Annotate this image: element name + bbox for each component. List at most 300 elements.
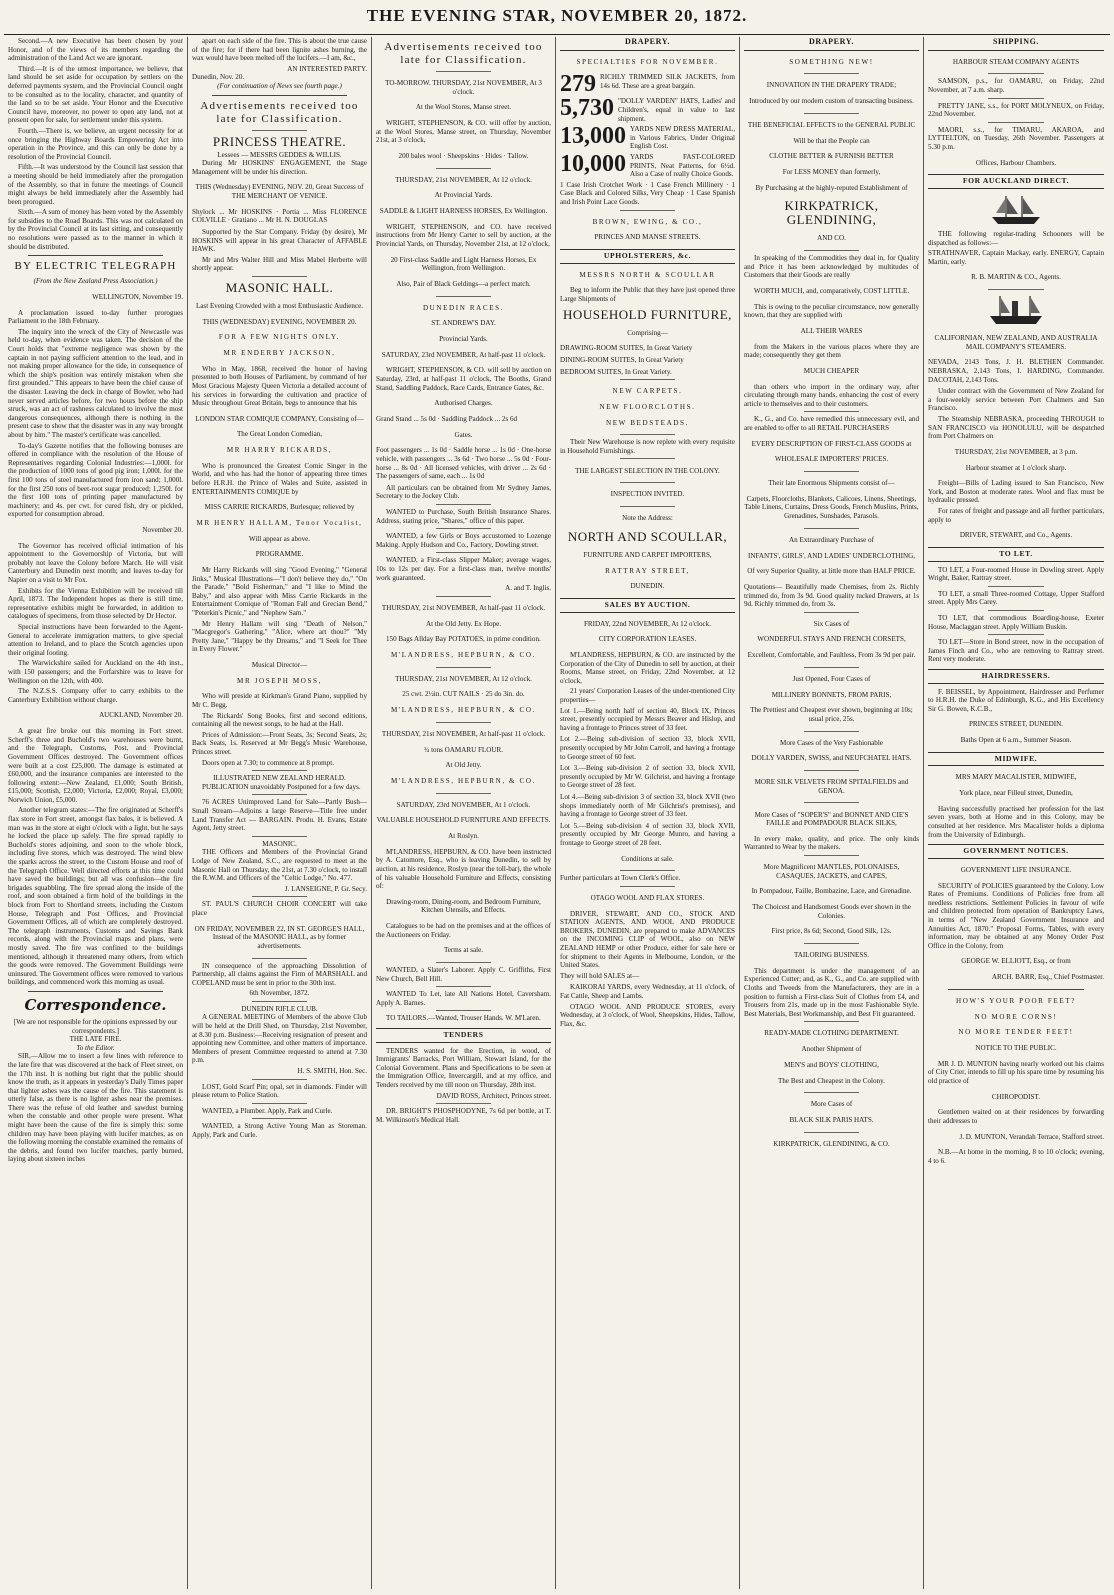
column-2 bbox=[188, 37, 372, 1589]
furniture-title: HOUSEHOLD FURNITURE, bbox=[563, 306, 732, 322]
divider bbox=[436, 793, 491, 794]
ship-list: STRATHNAVER, Captain Mackay, early. ENERGY, Captain Martin, early. bbox=[928, 249, 1104, 266]
ad-line: More Magnificent MANTLES, POLONAISES, CASAQUES, JACKETS, and CAPES, bbox=[763, 863, 900, 880]
ad-line: By Purchasing at the highly-reputed Establishment of bbox=[755, 183, 908, 192]
divider bbox=[436, 504, 491, 505]
ad-line: The Best and Cheapest in the Colony. bbox=[778, 1076, 885, 1085]
auction-items: 25 cwt. 2½in. CUT NAILS · 25 do 3in. do. bbox=[402, 690, 525, 699]
article-paragraph: Fifth.—It was understood by the Council last session that a meeting should be held immediately after the prorogation of the Assembly, so that in future the meetings of Council might always be held immediately after the Assembly had been prorogued. bbox=[8, 163, 183, 206]
divider bbox=[804, 802, 859, 803]
ad-text: The Steamship NEBRASKA, proceeding THROUGH to SAN FRANCISCO via HONOLULU, will be despatched from Port Chalmers on bbox=[928, 415, 1104, 441]
theatre-text: Supported by the Star Company. Friday (by desire), Mr HOSKINS will appear in his great Character of AFFABLE HAWK. bbox=[192, 227, 367, 254]
auction-text: WRIGHT, STEPHENSON, & CO. will offer by auction, at the Wool Stores, Manse street, on Thursday, November 21st, at 3 o'clock, bbox=[376, 119, 551, 145]
correspondence-note: [We are not responsible for the opinions expressed by our correspondents.] bbox=[13, 1017, 178, 1035]
divider bbox=[252, 896, 307, 897]
ad-text: This department is under the management of an Experienced Cutter; and, as K., G., and Co. are supplied with Cloths and Tweeds from the Manufacturers, they are in a position to furnish a First-class Suit of Clothes from £4, and Trousers from 21s, made up in the most Fashionable Style. Best Materials, Best Workmanship, and Best Fit guaranteed. bbox=[744, 966, 919, 1018]
ad-line: NEW CARPETS. bbox=[612, 387, 683, 396]
ad-text: KAIKORAI YARDS, every Wednesday, at 11 o'clock, of Fat Cattle, Sheep and Lambs. bbox=[560, 983, 735, 1000]
ad-text: F. BEISSEL, by Appointment, Hairdresser and Perfumer to H.R.H. the Duke of Edinburgh, K.G., and His Excellency Sir G. Bowen, K.C.B., bbox=[928, 687, 1104, 713]
wanted-ad: WANTED To Let, late All Nations Hotel, Caversham. Apply A. Barnes. bbox=[376, 990, 551, 1007]
divider bbox=[804, 528, 859, 529]
wanted-ad: WANTED, a few Girls or Boys accustomed to Lozenge Making. Apply Hudson and Co., Factory, Dowling street. bbox=[376, 532, 551, 549]
divider bbox=[620, 379, 675, 380]
ad-line: Offices, Harbour Chambers. bbox=[975, 158, 1057, 167]
divider bbox=[436, 528, 491, 529]
ad-line: Harbour steamer at 1 o'clock sharp. bbox=[965, 463, 1067, 472]
dissolution-text: IN consequence of the approaching Dissolution of Partnership, all claims against the Firm of MARSHALL and COPELAND must be sent in prior to the 30th inst. bbox=[192, 961, 367, 987]
divider bbox=[436, 1010, 491, 1011]
ad-line: The Choicest and Handsomest Goods ever shown in the Colonies. bbox=[752, 903, 911, 920]
ad-line: MR ENDERBY JACKSON, bbox=[223, 349, 336, 358]
article-paragraph: Second.—A new Executive has been chosen by your Honor, and of the views of its members regarding the administration of the Land Act we are ignorant. bbox=[8, 37, 183, 63]
ad-line: INFANTS', GIRLS', AND LADIES' UNDERCLOTHING, bbox=[747, 551, 916, 560]
divider bbox=[252, 1001, 307, 1002]
to-let-ad: TO LET, that commodious Boarding-house, Exeter House, Maclaggan street. Apply William Buskin. bbox=[928, 613, 1104, 631]
rifle-club-title: DUNEDIN RIFLE CLUB. bbox=[241, 1004, 318, 1013]
telegraph-source: (From the New Zealand Press Association.) bbox=[33, 277, 158, 286]
ad-line: MR JOSEPH MOSS, bbox=[237, 676, 322, 685]
theatre-title: PRINCESS THEATRE. bbox=[212, 133, 347, 149]
auction-items: ¾ tons OAMARU FLOUR. bbox=[423, 745, 504, 754]
ad-line: CHIROPODIST. bbox=[991, 1092, 1041, 1101]
masonic-notice-signature: J. LANSEIGNE, P. Gr. Secy. bbox=[284, 884, 367, 893]
divider bbox=[620, 210, 675, 211]
letter-body: SIR,—Allow me to insert a few lines with reference to the late fire that was discovered at the back of Fleet street, on the 17th inst. It is nothing but right that the public should know the truth, as it appears in yesterday's Daily Times paper that lighter ashes was the cause of the fire. This statement is utterly false, as there is no lighter ashes near the premises. There was the refuse of old leather and sawdust burning when the constable and other people were present. What might have been the cause of the fire is simply this: some children may have been playing with lucifer matches, as on the following morning the constable examined the remains of the debris, and found two lucifer matches, partly burned, laying about sixteen inches bbox=[8, 1052, 183, 1164]
ad-line: First price, 8s 6d; Second, Good Silk, 12s. bbox=[771, 927, 892, 936]
ad-line: NO MORE TENDER FEET! bbox=[958, 1028, 1074, 1037]
ad-text: Beg to inform the Public that they have just opened three Large Shipments of bbox=[560, 286, 735, 303]
choir-title: ST. PAUL'S CHURCH CHOIR CONCERT will take place bbox=[192, 900, 367, 917]
auction-title: VALUABLE HOUSEHOLD FURNITURE AND EFFECTS. bbox=[376, 816, 551, 825]
auction-when: THURSDAY, 21st NOVEMBER, At 12 o'clock. bbox=[395, 175, 532, 184]
divider bbox=[948, 989, 1084, 990]
divider bbox=[804, 1021, 859, 1022]
ad-line: Just Opened, Four Cases of bbox=[792, 674, 871, 683]
ad-text: Further particulars at Town Clerk's Office. bbox=[560, 874, 681, 883]
ad-text: Having successfully practised her profession for the last seven years, both at Home and in this Colony, may be consulted at her residence. Mrs Macalister holds a diploma from the University of Edinburgh. bbox=[928, 804, 1104, 839]
dateline: November 20. bbox=[142, 525, 183, 534]
ad-signature: J. D. MUNTON, Verandah Terrace, Stafford street. bbox=[959, 1132, 1104, 1141]
divider bbox=[620, 482, 675, 483]
news-paragraph: The Warwickshire sailed for Auckland on the 4th inst., with 150 passengers; and the Forfarshire was to leave for Wellington on the 12th, with 400. bbox=[8, 659, 183, 685]
ad-line: An Extraordinary Purchase of bbox=[789, 535, 874, 544]
divider bbox=[436, 722, 491, 723]
ship-list: NEVADA, 2143 Tons, J. H. BLETHEN Commander. NEBRASKA, 2,143 Tons, I. HARDING, Commander. DACOTAH, 2,143 Tons. bbox=[928, 358, 1104, 384]
letter-salutation: To the Editor. bbox=[76, 1043, 115, 1052]
ad-text: from the Makers in the various places where they are made; consequently they get them bbox=[744, 342, 919, 360]
divider bbox=[436, 596, 491, 597]
agent-signature: DRIVER, STEWART, and Co., Agents. bbox=[959, 531, 1073, 540]
ad-line: The Prettiest and Cheapest ever shown, beginning at 10s; usual price, 25s. bbox=[750, 706, 913, 723]
column-4 bbox=[556, 37, 740, 1589]
lot-item: Lot 2.—Being sub-division of section 33, block XVII, presently occupied by Mr John Carroll, and having a frontage to George street of 60 feet. bbox=[560, 735, 735, 761]
auction-title: SADDLE & LIGHT HARNESS HORSES, Ex Wellington. bbox=[379, 207, 548, 216]
ad-line: Note the Address: bbox=[622, 514, 673, 523]
firm-name: BROWN, EWING, & CO., bbox=[592, 217, 703, 226]
ad-line: Will appear as above. bbox=[248, 534, 311, 543]
column-heading: DRAPERY. bbox=[560, 37, 735, 51]
ad-line: More Cases of the Very Fashionable bbox=[780, 738, 883, 747]
dissolution-date: 6th November, 1872. bbox=[249, 989, 310, 998]
theatre-text: THIS (Wednesday) EVENING, NOV. 20, Great Success of THE MERCHANT OF VENICE. bbox=[195, 183, 364, 201]
ad-line: NO MORE CORNS! bbox=[974, 1012, 1058, 1021]
ad-text: K., G., and Co. have remedied this unnecessary evil, and are enabled to offer to all RETAIL PURCHASERS bbox=[744, 415, 919, 433]
lot-item: Lot 4.—Being sub-division 3 of section 33, block XVII (two shops immediately north of Mr Gilchrist's premises), and having a frontage to George street of 33 feet. bbox=[560, 792, 735, 819]
races-note: All particulars can be obtained from Mr Sydney James, Secretary to the Jockey Club. bbox=[376, 483, 551, 501]
divider bbox=[988, 586, 1044, 587]
gates-list: Foot passengers ... 1s 0d · Saddle horse ... 1s 0d · One-horse vehicle, with passengers ... 3s 6d · Two horse ... 5s 0d · Four-horse ... 8s 0d · All licensed vehicles, with driver ... 2s 6d · The passengers of same, each ... 1s 0d bbox=[376, 446, 551, 481]
ad-text: Gentlemen waited on at their residences by forwarding their addresses to bbox=[928, 1108, 1104, 1125]
ad-line: MILLINERY BONNETS, FROM PARIS, bbox=[771, 690, 892, 699]
divider bbox=[988, 289, 1044, 290]
ad-line: MUCH CHEAPER bbox=[803, 366, 860, 375]
divider bbox=[28, 255, 163, 256]
lot-item: Lot 5.—Being sub-division 4 of section 33, block XVII, presently occupied by Mr George Munro, and having a frontage to George street of 28 feet. bbox=[560, 821, 735, 847]
news-paragraph: To-day's Gazette notifies that the following bonuses are offered in compliance with the resolution of the House of Representatives regarding Colonial Industries:—1,000l. for the production of 1000 tons of good pig iron; 1,000l. for the first 100 tons of steel manufactured from iron sand; 1,000l. for the first 250 tons of beet-root sugar produced; 1,250l. for the first 100 tons of printing paper manufactured by machinery; and 4s. per cwt. for cured fish, dry or pickled, exported for consumption abroad. bbox=[8, 441, 183, 519]
auctioneer-name: M'LANDRESS, HEPBURN, & CO. bbox=[391, 776, 536, 785]
ad-line: In Pompadour, Faille, Bombazine, Lace, and Grenadine. bbox=[751, 887, 912, 896]
tenders-signature: DAVID ROSS, Architect, Princes street. bbox=[436, 1091, 551, 1100]
lot-item: Lot 3.—Being sub-division 2 of section 33, block XVII, presently occupied by Mr W. Gilchrist, and having a frontage to George street of 28 feet. bbox=[560, 764, 735, 790]
wanted-ad: WANTED, a Plumber. Apply, Park and Curle. bbox=[202, 1106, 333, 1115]
ad-line: THE BENEFICIAL EFFECTS to the GENERAL PUBLIC bbox=[747, 120, 916, 129]
ad-line: THIS (WEDNESDAY) EVENING, NOVEMBER 20. bbox=[202, 317, 357, 326]
to-let-ad: TO LET, a Four-roomed House in Dowling street. Apply Wright, Baker, Rattray street. bbox=[928, 565, 1104, 583]
rifle-club-signature: H. S. SMITH, Hon. Sec. bbox=[297, 1067, 367, 1076]
letter-continuation: apart on each side of the fire. This is about the true cause of the fire; for if there had been lignite ashes burning, the wax would have been melted off the lucifers.—I am, &c., bbox=[192, 37, 367, 63]
charges-heading: Authorised Charges. bbox=[434, 399, 493, 408]
ad-line: WHOLESALE IMPORTERS' PRICES. bbox=[774, 455, 889, 464]
ad-line: Last Evening Crowded with a most Enthusiastic Audience. bbox=[195, 301, 364, 310]
ad-text: For rates of freight and passage and all further particulars, apply to bbox=[928, 507, 1104, 524]
auction-terms: Conditions at sale. bbox=[621, 854, 674, 863]
auctioneer-name: M'LANDRESS, HEPBURN, & CO. bbox=[391, 706, 536, 715]
offer-item bbox=[560, 125, 735, 151]
ad-signature: ARCH. BARR, Esq., Chief Postmaster. bbox=[991, 973, 1104, 982]
ad-text: DRIVER, STEWART, AND CO., STOCK AND STATION AGENTS, AND WOOL AND PRODUCE BROKERS, DUNEDIN, are prepared to make ADVANCES on the INCOMING CLIP of WOOL, also on NEW ZEALAND HEMP or other Produce, either for sale here or for shipment to their Agents in Melbourne, London, or the United States. bbox=[560, 909, 735, 970]
ad-text: N.B.—At home in the morning, 8 to 10 o'clock; evening, 4 to 6. bbox=[928, 1148, 1104, 1165]
column-1 bbox=[4, 37, 188, 1589]
ad-line: Baths Open at 6 a.m., Summer Season. bbox=[960, 736, 1072, 745]
suite-line: BEDROOM SUITES, In Great Variety. bbox=[560, 367, 672, 376]
ad-line: SOMETHING NEW! bbox=[789, 57, 874, 66]
ad-text: In every make, quality, and price. The only kinds Warranted to Wear by the makers. bbox=[744, 834, 919, 852]
ad-line: York place, near Filleul street, Dunedin, bbox=[959, 789, 1073, 798]
divider bbox=[804, 471, 859, 472]
ad-line: INNOVATION IN THE DRAPERY TRADE; bbox=[766, 81, 897, 90]
auction-items: Drawing-room, Dining-room, and Bedroom Furniture, Kitchen Utensils, and Effects. bbox=[386, 897, 541, 915]
offer-item bbox=[560, 71, 735, 98]
charges-list: Grand Stand ... 5s 0d · Saddling Paddock ... 2s 6d bbox=[376, 415, 518, 424]
herald-text: PUBLICATION unavoidably Postponed for a few days. bbox=[202, 782, 361, 791]
ad-line: BLACK SILK PARIS HATS. bbox=[789, 1116, 874, 1124]
auction-when: THURSDAY, 21st NOVEMBER, At half-past 11 o'clock. bbox=[381, 603, 546, 612]
divider bbox=[252, 794, 307, 795]
stores-heading: OTAGO WOOL AND FLAX STORES. bbox=[590, 893, 705, 902]
ad-line: HARBOUR STEAM COMPANY AGENTS bbox=[952, 57, 1080, 66]
divider bbox=[436, 71, 491, 72]
auctioneer-name: M'LANDRESS, HEPBURN, & CO. bbox=[391, 650, 536, 659]
theatre-cast: Shylock ... Mr HOSKINS · Portia ... Miss FLORENCE COLVILLE · Gratiano ... Mr H. N. DOUGLAS bbox=[192, 207, 367, 225]
auction-text: 150 Bags Allday Bay POTATOES, in prime condition. bbox=[386, 635, 541, 644]
news-paragraph: A great fire broke out this morning in Fort street. Scherff's three and Buchold's two warehouses were burnt, and the Telegraph, Customs, Post, and Provincial Government Offices destroyed. The Government offices were built at a cost £25,000. The damage is estimated at £60,000, and the insurance companies are interested to the following extent:—New Zealand, £1,000; South British, £15,000; Scottish, £2,000; Victoria, £2,000; Royal, £3,000; Norwich Union, £5,000. bbox=[8, 727, 183, 804]
ad-line: DUNEDIN. bbox=[630, 582, 665, 591]
auction-where: Provincial Yards. bbox=[439, 335, 488, 344]
goods-list: Carpets, Floorcloths, Blankets, Calicoes, Linens, Sheetings, Table Linens, Curtains, Dress Goods, French Muslins, Prints, Grenadines, Sunshades, Parasols. bbox=[744, 494, 919, 521]
news-paragraph: Special instructions have been forwarded to the Agent-General to accelerate immigration matters, to give special attention to Ireland, and to place the Scotch agencies upon their original footing. bbox=[8, 623, 183, 657]
ad-line: Will be that the People can bbox=[793, 136, 870, 145]
masonic-hall-title: MASONIC HALL. bbox=[225, 279, 334, 295]
ad-text: THE following regular-trading Schooners will be dispatched as follows:— bbox=[928, 229, 1104, 247]
ad-text: The Rickards' Song Books, first and second editions, containing all the newest songs, to be had at the Hall. bbox=[192, 711, 367, 729]
ad-line: MORE SILK VELVETS FROM SPITALFIELDS and GENOA. bbox=[754, 778, 909, 795]
continuation-note: (For continuation of News see fourth page.) bbox=[217, 81, 342, 90]
ad-line: The Great London Comedian, bbox=[236, 430, 323, 439]
ad-text: OTAGO WOOL AND PRODUCE STORES, every Wednesday, at 3 o'clock, of Wool, Sheepskins, Hides, Tallow, Flax, &c. bbox=[560, 1002, 735, 1028]
steamer-icon bbox=[986, 293, 1046, 327]
divider bbox=[620, 458, 675, 459]
ad-line: CALIFORNIAN, NEW ZEALAND, AND AUSTRALIA MAIL COMPANY'S STEAMERS. bbox=[934, 334, 1098, 351]
section-heading: HAIRDRESSERS. bbox=[928, 669, 1104, 684]
ad-text: Who is pronounced the Greatest Comic Singer in the World, and who has had the honor of appearing three times before H.R.H. the Prince of Wales and Suite, assisted in ENTERTAINMENTS COMIQUE by bbox=[192, 461, 367, 496]
ad-line: WONDERFUL STAYS AND FRENCH CORSETS, bbox=[757, 635, 906, 644]
divider bbox=[436, 1103, 491, 1104]
firm-name: KIRKPATRICK, GLENDINING, bbox=[784, 198, 879, 228]
divider bbox=[804, 73, 859, 74]
ad-line: PROGRAMME. bbox=[255, 550, 304, 559]
letter-signature: AN INTERESTED PARTY. bbox=[287, 64, 367, 73]
ad-text: Mr Henry Hallam will sing "Death of Nelson," "Macgregor's Gathering," "Alice, where art thou?" "My Pretty Jane," "Happy be thy Dreams," and "I Seek for Thee in Every Flower." bbox=[192, 619, 367, 654]
ad-line: PRINCES STREET, DUNEDIN. bbox=[968, 720, 1064, 729]
divider bbox=[252, 276, 307, 277]
divider bbox=[804, 250, 859, 251]
news-paragraph: The inquiry into the wreck of the City of Newcastle was held to-day, when evidence was taken. The decision of the Court holds that "extreme negligence was shown by the captain in not paying sufficient attention to the lead, and in not making proper allowance for the tide, in consequence of which the ship's position was entirely mistaken when she first grounded." This appears to have been the chief cause of the disaster. Leaving the deck in charge of Bowler, who had never served articles before, for two hours before the ship struck, was an act of rashness calculated to involve the most dangerous consequences, although there is nothing in the present case to show that the disaster was in any way brought about by him." The master's certificate was cancelled. bbox=[8, 327, 183, 439]
auction-items: Also, Pair of Black Geldings—a perfect match. bbox=[396, 279, 531, 288]
ad-text: Who will preside at Kirkman's Grand Piano, supplied by Mr C. Begg. bbox=[192, 692, 367, 710]
suite-line: DRAWING-ROOM SUITES, In Great Variety bbox=[560, 344, 693, 353]
suite-line: DINING-ROOM SUITES, In Great Variety bbox=[560, 355, 684, 364]
auction-text: Catalogues to be had on the premises and at the offices of the Auctioneers on Friday. bbox=[376, 922, 551, 939]
offer-text: YARDS NEW DRESS MATERIAL, in Various Fabrics, Under Original English Cost. bbox=[630, 125, 735, 151]
choir-text: ON FRIDAY, NOVEMBER 22, IN ST. GEORGE'S HALL, Instead of the MASONIC HALL, as by former advertisements. bbox=[194, 924, 365, 950]
ad-text: Under contract with the Government of New Zealand for a four-weekly service between Port Chalmers and San Francisco. bbox=[928, 387, 1104, 413]
divider bbox=[988, 98, 1044, 99]
news-paragraph: A proclamation issued to-day further prorogues Parliament to the 18th February. bbox=[8, 308, 183, 326]
ad-line: NEW BEDSTEADS. bbox=[606, 418, 689, 427]
ad-line: MRS MARY MACALISTER, MIDWIFE, bbox=[955, 773, 1077, 782]
ad-line: Introduced by our modern custom of transacting business. bbox=[749, 97, 914, 106]
wanted-ad: TO TAILORS.—Wanted, Trouser Hands. W. M'Laren. bbox=[386, 1014, 541, 1023]
section-heading: FOR AUCKLAND DIRECT. bbox=[928, 174, 1104, 189]
ad-line: READY-MADE CLOTHING DEPARTMENT. bbox=[764, 1029, 899, 1038]
ad-text: This is owing to the peculiar circumstance, now generally known, that they are supplied with bbox=[744, 302, 919, 320]
news-paragraph: Exhibits for the Vienna Exhibition will be received till April, 1873. The Independent hopes as there is still time, representative exhibits might be forwarded, in addition to catalogues of specimens, from those selected by Dr Hector. bbox=[8, 586, 183, 621]
auction-when: SATURDAY, 23rd NOVEMBER, At 1 o'clock. bbox=[396, 800, 531, 809]
ad-line: EVERY DESCRIPTION OF FIRST-CLASS GOODS at bbox=[751, 439, 912, 448]
races-subtitle: ST. ANDREW'S DAY. bbox=[431, 319, 496, 328]
ad-line: THE LARGEST SELECTION IN THE COLONY. bbox=[575, 466, 720, 475]
offer-text: "DOLLY VARDEN" HATS, Ladies' and Children's, equal in value to last shipment. bbox=[618, 97, 735, 123]
ad-text: SECURITY of POLICIES guaranteed by the Colony. Low Rates of Premiums. Conditions of Policies free from all needless restrictions. Settlement Policies in favour of wife and children protected from operation of Bankruptcy Laws, in terms of "New Zealand Government Insurance and Annuities Act, 1870." Proposal Forms, Tables, with every information, may be obtained at any Money Order Post Office in the Colony, from bbox=[928, 881, 1104, 950]
ad-line: FURNITURE AND CARPET IMPORTERS, bbox=[583, 550, 712, 559]
divider bbox=[252, 958, 307, 959]
ad-line: INSPECTION INVITED. bbox=[610, 490, 685, 499]
ad-text: than others who import in the ordinary way, after circulating through many hands, enhancing the cost of every article to themselves and to their customers. bbox=[744, 382, 919, 408]
news-paragraph: The Governor has received official intimation of his appointment to the Governorship of Victoria, but will probably not leave the Colony before March. He will visit Canterbury and Dunedin next month; and leaves to-day for Napier on a visit to Mr Fox. bbox=[8, 541, 183, 585]
auction-items: 200 bales wool · Sheepskins · Hides · Tallow. bbox=[398, 151, 529, 160]
herald-title: ILLUSTRATED NEW ZEALAND HERALD. bbox=[213, 774, 346, 783]
divider bbox=[28, 991, 163, 992]
ad-line: MR HARRY RICKARDS, bbox=[226, 446, 333, 455]
wanted-ad: WANTED to Purchase, South British Insurance Shares. Address, stating price, "Shares," office of this paper. bbox=[376, 507, 551, 525]
land-ad: 76 ACRES Unimproved Land for Sale—Partly Bush—Small Stream—Adjoins a large Reserve—Title free under Land Transfer Act — BARGAIN. Produ. H. Evans, Estate Agent, Jetty street. bbox=[192, 798, 367, 833]
auction-text: M'LANDRESS, HEPBURN, & CO. are instructed by the Corporation of the City of Dunedin to sell by auction, at their Rooms, Manse street, on Friday, 22nd November, at 12 o'clock, bbox=[560, 651, 735, 685]
divider bbox=[804, 1132, 859, 1133]
divider bbox=[252, 130, 307, 131]
firm-name: NORTH AND SCOULLAR, bbox=[567, 528, 728, 544]
news-paragraph: The N.Z.S.S. Company offer to carry exhibits to the Canterbury Exhibition without charge. bbox=[8, 687, 183, 704]
theatre-lessees: Lessees — MESSRS GEDDES & WILLIS. bbox=[217, 150, 342, 159]
offer-text: YARDS FAST-COLORED PRINTS, Neat Patterns, for 6½d. Also a Case of really Choice Goods. bbox=[630, 152, 735, 179]
divider bbox=[804, 612, 859, 613]
wanted-ad: WANTED, a Slater's Laborer. Apply C. Griffiths, First New Church, Bell Hill. bbox=[376, 966, 551, 983]
divider bbox=[988, 610, 1044, 611]
auction-when: TO-MORROW. THURSDAY, 21st NOVEMBER, At 3 o'clock. bbox=[385, 79, 542, 96]
ad-line: CLOTHE BETTER & FURNISH BETTER bbox=[769, 152, 894, 161]
letter-place: Dunedin, Nov. 20. bbox=[192, 73, 245, 82]
firm-signature: KIRKPATRICK, GLENDINING, & CO. bbox=[773, 1139, 890, 1148]
divider bbox=[212, 95, 347, 96]
auction-items: 20 First-class Saddle and Light Harness Horses, Ex Wellington, from Wellington. bbox=[390, 255, 537, 273]
divider bbox=[252, 1118, 307, 1119]
offer-number: 13,000 bbox=[560, 123, 626, 150]
news-paragraph: Another telegram states:—The fire originated at Scherff's flax store in Fort street, amongst flax bales, it is believed. A man was in the store at eight o'clock with a light, but he says he locked the place up safely. The fire spread rapidly to Buchold's stores adjoining, and soon to the whole block, including five stores, which was destroyed. The wind blew the sparks across the street, to the Custom House and roof of the Telegraph Office. Well directed efforts at this time could have saved the buildings; but all was confusion—the fire brigades squabbling. The fire spread along the inside of the roof, and soon obtained a firm hold of the buildings in the block from Fort to Shortland streets, including the Custom House, Telegraph and Post Offices, and Provincial Government Offices, all of which are completely destroyed. The telegraph instruments, Customs and Savings Bank records, along with the Provincial maps and plans, were mostly saved. The fire was confined to the buildings mentioned, although it threatened many others, from which the goods were removed. The Government Buildings were uninsured. The Government offices were removed to various buildings, and commenced work this morning as usual. bbox=[8, 806, 183, 987]
wanted-ad: WANTED, a First-class Slipper Maker; average wages, 10s to 12s per day. For a first-class man, twelve months' work guaranteed. bbox=[376, 556, 551, 582]
column-6 bbox=[924, 37, 1108, 1589]
divider bbox=[252, 1103, 307, 1104]
quotations: Quotations— Beautifully made Chemises, from 2s. Richly trimmed do, from 3s 9d. Good quality tucked Drawers, at 1s 9d. Richly trimmed do, from 3s. bbox=[744, 582, 919, 609]
masonic-notice-title: MASONIC. bbox=[262, 839, 297, 848]
to-let-ad: TO LET—Store in Bond street, now in the occupation of James Finch and Co., who are removing to Rattray street. Rent very moderate. bbox=[928, 638, 1104, 664]
auction-when: THURSDAY, 21st NOVEMBER, At 12 o'clock. bbox=[395, 674, 532, 683]
sailing-notice: MAORI, s.s., for TIMARU, AKAROA, and LYTTELTON, on Tuesday, 26th November. Passengers at 5.30 p.m. bbox=[928, 125, 1104, 151]
wanted-ad: WANTED, a Strong Active Young Man as Storeman. Apply, Park and Curle. bbox=[192, 1122, 367, 1139]
ad-line: Their late Enormous Shipments consist of— bbox=[768, 479, 895, 488]
divider bbox=[436, 552, 491, 553]
cases-list: 1 Case Irish Crotchet Work · 1 Case French Millinery · 1 Case Black and Colored Silks, Very Cheap · 1 Case Spanish and Irish Point Lace Goods. bbox=[560, 180, 735, 206]
divider bbox=[436, 986, 491, 987]
ad-line: ALL THEIR WARES bbox=[800, 327, 863, 335]
letter-title: THE LATE FIRE. bbox=[69, 1035, 122, 1044]
offer-item bbox=[560, 97, 735, 123]
dateline: AUCKLAND, November 20. bbox=[99, 711, 183, 720]
divider bbox=[252, 770, 307, 771]
auction-text: WRIGHT, STEPHENSON, and CO. have received instructions from Mr Henry Carter to sell by auction, at the Provincial Yards, on Thursday, November 21st, at 12 o'clock, bbox=[376, 222, 551, 248]
divider bbox=[804, 667, 859, 668]
to-let-ad: TO LET, a small Three-roomed Cottage, Upper Stafford street. Apply Mrs Carey. bbox=[928, 589, 1104, 607]
rifle-club-text: A GENERAL MEETING of Members of the above Club will be held at the Drill Shed, on Thursday, 21st November, at 8.30 p.m. Business:—Receiving resignation of present and appointing new Committee, and other matters of importance. Members of present Committee requested to attend at 7.30 p.m. bbox=[192, 1013, 367, 1065]
section-heading: UPHOLSTERERS, &c. bbox=[560, 249, 735, 264]
ship-icon bbox=[988, 193, 1044, 227]
sailing-notice: SAMSON, p.s., for OAMARU, on Friday, 22nd November, at 7 a.m. sharp. bbox=[928, 77, 1104, 94]
ad-text: They will hold SALES at— bbox=[560, 971, 640, 980]
ad-text: Who in May, 1868, received the honor of having presented to both Houses of Parliament, by command of her Most Gracious Majesty Queen Victoria a detailed account of his services in forwarding the cultivation and practice of Music throughout Great Britain, begs to announce that his bbox=[192, 364, 367, 408]
ad-line: LONDON STAR COMIQUE COMPANY, Consisting of— bbox=[195, 414, 364, 423]
ad-text: Mr Harry Rickards will sing "Good Evening," "General Jinks," Musical Illustrations—"I don't believe they do," "On the Parade," "Bold Fisherman," and "I like to Mind the Baby," and also appear with Miss Carrie Rickards in the Entertainment Comique of "Roman Fall and Grecian Bend," "Peterkin's Picnic," and "Nephew Sam." bbox=[192, 566, 367, 618]
divider bbox=[620, 506, 675, 507]
column-3 bbox=[372, 37, 556, 1589]
article-paragraph: Third.—It is of the utmost importance, we believe, that land should be set aside for occupation by settlers on the deferred payments system, and the Provincial Council ought to be consulted as to the locality, character, and quantity of the land so to be set aside. Your Honor and the Executive Council have, moreover, no power to open any land, not at present open for sale, for settlement under this system. bbox=[8, 64, 183, 125]
ad-line: Of very Superior Quality, at little more than HALF PRICE. bbox=[747, 567, 916, 576]
auction-title: CITY CORPORATION LEASES. bbox=[598, 635, 697, 644]
article-paragraph: Sixth.—A sum of money has been voted by the Assembly for subsidies to the Road Boards. This was not calculated on by the Provincial Council at its last sitting, and consequently no resolutions were passed as to the manner in which it should be distributed. bbox=[8, 208, 183, 251]
divider bbox=[804, 855, 859, 856]
ad-line: MISS CARRIE RICKARDS, Burlesque; relieved by bbox=[204, 503, 355, 512]
section-heading: SALES BY AUCTION. bbox=[560, 598, 735, 613]
ad-line: MR HENRY HALLAM, Tenor Vocalist, bbox=[196, 519, 363, 527]
divider bbox=[620, 886, 675, 887]
section-heading: GOVERNMENT NOTICES. bbox=[928, 844, 1104, 859]
ad-line: More Cases of "SOPER'S" and BONNET AND CIE'S FAILLE and POMPADOUR BLACK SILKS, bbox=[754, 810, 909, 828]
divider bbox=[804, 770, 859, 771]
correspondence-heading: Correspondence. bbox=[24, 995, 167, 1014]
ad-line: GOVERNMENT LIFE INSURANCE. bbox=[960, 865, 1072, 874]
dateline: WELLINGTON, November 19. bbox=[92, 292, 183, 301]
lost-ad: LOST, Gold Scarf Pin; opal, set in diamonds. Finder will please return to Police Station. bbox=[192, 1082, 367, 1100]
ad-line: For LESS MONEY than formerly, bbox=[782, 168, 881, 176]
late-ads-heading: Advertisements received too late for Classification. bbox=[200, 99, 359, 125]
column-heading: DRAPERY. bbox=[744, 37, 919, 51]
theatre-text: During Mr HOSKINS' ENGAGEMENT, the Stage Management will be under his direction. bbox=[192, 159, 367, 176]
ad-line: HOW'S YOUR POOR FEET? bbox=[956, 996, 1076, 1005]
auction-terms: Terms at sale. bbox=[443, 946, 484, 955]
specialties-heading: SPECIALTIES FOR NOVEMBER. bbox=[576, 57, 719, 66]
auction-text: WRIGHT, STEPHENSON, & CO. will sell by auction on Saturday, 23rd, at half-past 11 o'clock, The Booths, Grand Stand, Saddling Paddock, Race Cards, Entrance Gates, &c. bbox=[376, 366, 551, 392]
divider bbox=[804, 113, 859, 114]
sailing-notice: PRETTY JANE, s.s., for PORT MOLYNEUX, on Friday, 22nd November. bbox=[928, 101, 1104, 119]
late-ads-heading: Advertisements received too late for Classification. bbox=[384, 41, 543, 66]
divider bbox=[252, 1079, 307, 1080]
telegraph-heading: BY ELECTRIC TELEGRAPH bbox=[14, 260, 177, 273]
theatre-text: Mr and Mrs Walter Hill and Miss Mabel Herberte will shortly appear. bbox=[192, 255, 367, 273]
ad-line: Musical Director— bbox=[251, 661, 308, 670]
ad-line: FOR A FEW NIGHTS ONLY. bbox=[218, 333, 341, 342]
masonic-notice-text: THE Officers and Members of the Provincial Grand Lodge of New Zealand, S.C., are requested to meet at the Masonic Hall on Thursday, the 21st, at 7.30 o'clock, to install the R.W.M. and Officers of the "Celtic Lodge," No. 477. bbox=[192, 848, 367, 883]
offer-number: 279 bbox=[560, 71, 596, 98]
auction-when: THURSDAY, 21st NOVEMBER, At half-past 11 o'clock. bbox=[381, 729, 546, 738]
divider bbox=[988, 634, 1044, 635]
offer-number: 10,000 bbox=[560, 150, 626, 177]
ad-line: THURSDAY, 21st NOVEMBER, at 3 p.m. bbox=[954, 447, 1078, 456]
divider bbox=[436, 168, 491, 169]
divider bbox=[436, 667, 491, 668]
ad-line: RATTRAY STREET, bbox=[605, 566, 690, 575]
ad-text: MR J. D. MUNTON having nearly worked out his claims of City Crier, intends to fill up his spare time by resuming his old practice of bbox=[928, 1059, 1104, 1085]
masthead: THE EVENING STAR, NOVEMBER 20, 1872. bbox=[366, 6, 748, 25]
divider bbox=[252, 836, 307, 837]
offer-text: RICHLY TRIMMED SILK JACKETS, from 14s 6d. These are a great bargain. bbox=[600, 73, 735, 90]
auction-where: At Roslyn. bbox=[448, 832, 479, 841]
agent-signature: R. B. MARTIN & CO., Agents. bbox=[971, 273, 1061, 282]
firm-address: PRINCES AND MANSE STREETS. bbox=[594, 233, 701, 242]
ad-line: GEORGE W. ELLIOTT, Esq., or from bbox=[961, 957, 1071, 966]
auction-where: At the Old Jetty. Ex Hope. bbox=[426, 619, 501, 628]
article-paragraph: Fourth.—There is, we believe, an urgent necessity for at once bringing the Highway Boards Empowering Act into operation in the Province, and this can only be done by a resolution of the Provincial Council. bbox=[8, 126, 183, 161]
divider bbox=[988, 122, 1044, 123]
divider bbox=[804, 1092, 859, 1093]
ad-text: Doors open at 7.30; to commence at 8 prompt. bbox=[202, 758, 334, 767]
offer-number: 5,730 bbox=[560, 95, 614, 122]
